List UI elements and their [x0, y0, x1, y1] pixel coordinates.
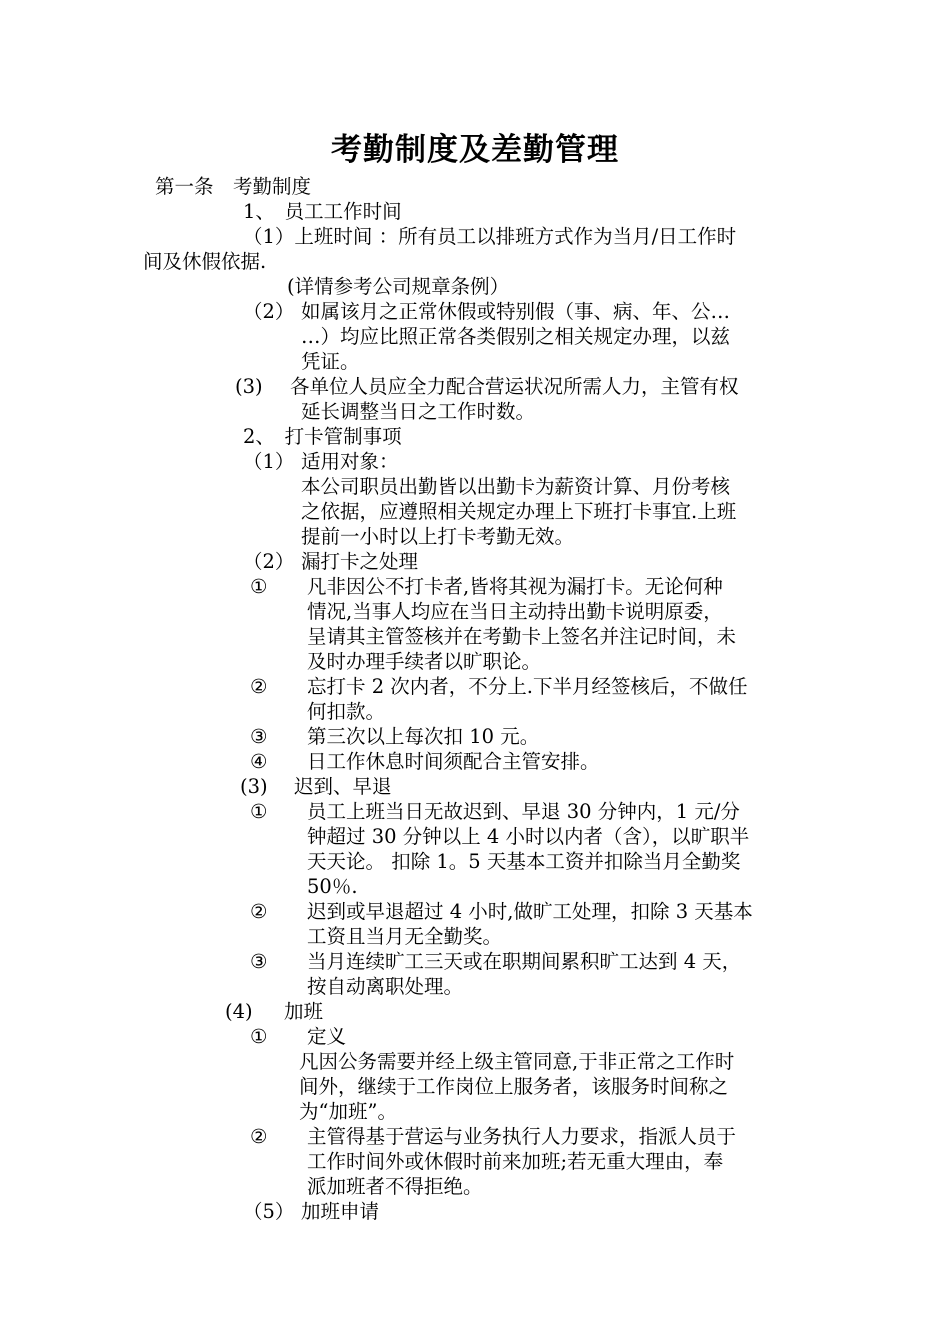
- paragraph-line: 加班申请: [301, 1200, 380, 1223]
- paragraph-line: 凭证。: [301, 350, 360, 373]
- page-title: 考勤制度及差勤管理: [331, 132, 619, 168]
- paragraph-line: 派加班者不得拒绝。: [307, 1175, 483, 1198]
- paragraph-line: 天天论。 扣除 1。5 天基本工资并扣除当月全勤奖: [307, 850, 741, 873]
- item-number: ①: [250, 800, 268, 823]
- paragraph-line: 各单位人员应全力配合营运状况所需人力，主管有权: [290, 375, 739, 398]
- paragraph-line: 适用对象：: [301, 450, 399, 473]
- item-number: (3): [240, 775, 268, 798]
- paragraph-line: 本公司职员出勤皆以出勤卡为薪资计算、月份考核: [301, 475, 731, 498]
- paragraph-line: 及时办理手续者以旷职论。: [307, 650, 542, 673]
- item-number: （1）: [243, 450, 295, 473]
- paragraph-line: 为“加班”。: [299, 1100, 397, 1123]
- paragraph-line: 迟到、早退: [294, 775, 392, 798]
- paragraph-line: 如属该月之正常休假或特别假（事、病、年、公…: [301, 300, 731, 323]
- paragraph-line: 凡非因公不打卡者,皆将其视为漏打卡。无论何种: [307, 575, 723, 598]
- paragraph-line: 员工上班当日无故迟到、早退 30 分钟内，1 元/分: [307, 800, 740, 823]
- item-number: ②: [250, 1125, 268, 1148]
- item-number: ②: [250, 900, 268, 923]
- paragraph-line: 呈请其主管签核并在考勤卡上签名并注记时间，未: [307, 625, 737, 648]
- paragraph-line: 间外，继续于工作岗位上服务者，该服务时间称之: [299, 1075, 729, 1098]
- paragraph-line: 当月连续旷工三天或在职期间累积旷工达到 4 天，: [307, 950, 742, 973]
- item-number: （2）: [243, 300, 295, 323]
- paragraph-line: 延长调整当日之工作时数。: [301, 400, 536, 423]
- paragraph-line: 主管得基于营运与业务执行人力要求，指派人员于: [307, 1125, 737, 1148]
- paragraph-line: 第三次以上每次扣 10 元。: [307, 725, 540, 748]
- item-number: ③: [250, 950, 268, 973]
- paragraph-line: 漏打卡之处理: [301, 550, 419, 573]
- paragraph-line: 加班: [284, 1000, 324, 1023]
- item-number: ②: [250, 675, 268, 698]
- paragraph-line: 凡因公务需要并经上级主管同意,于非正常之工作时: [299, 1050, 735, 1073]
- paragraph-line: 按自动离职处理。: [307, 975, 464, 998]
- paragraph-line: 之依据，应遵照相关规定办理上下班打卡事宜.上班: [301, 500, 737, 523]
- item-number: ①: [250, 1025, 268, 1048]
- paragraph-line: 钟超过 30 分钟以上 4 小时以内者（含），以旷职半: [307, 825, 750, 848]
- paragraph-line: 忘打卡 2 次内者，不分上.下半月经签核后，不做任: [307, 675, 748, 698]
- paragraph-line: 工作时间外或休假时前来加班;若无重大理由，奉: [307, 1150, 724, 1173]
- item-number: ①: [250, 575, 268, 598]
- section-heading: 1、 员工工作时间: [243, 200, 402, 223]
- paragraph-line: (详情参考公司规章条例）: [287, 275, 510, 298]
- item-number: （2）: [243, 550, 295, 573]
- item-number: ③: [250, 725, 268, 748]
- paragraph-line: 定义: [307, 1025, 347, 1048]
- section-heading: 2、 打卡管制事项: [243, 425, 402, 448]
- paragraph-line: 情况,当事人均应在当日主动持出勤卡说明原委，: [307, 600, 723, 623]
- item-number: （5）: [243, 1200, 295, 1223]
- paragraph-line: 50％.: [307, 875, 358, 898]
- paragraph-line: 迟到或早退超过 4 小时,做旷工处理，扣除 3 天基本: [307, 900, 753, 923]
- paragraph-line: 提前一小时以上打卡考勤无效。: [301, 525, 575, 548]
- article-heading: 第一条 考勤制度: [155, 175, 312, 198]
- item-number: (4): [225, 1000, 253, 1023]
- paragraph-line: 工资且当月无全勤奖。: [307, 925, 503, 948]
- item-number: ④: [250, 750, 268, 773]
- paragraph-line: 日工作休息时间须配合主管安排。: [307, 750, 600, 773]
- paragraph-line: …）均应比照正常各类假别之相关规定办理，以兹: [301, 325, 731, 348]
- paragraph-line: （1）上班时间 ：所有员工以排班方式作为当月/日工作时: [243, 225, 737, 248]
- item-number: (3): [235, 375, 263, 398]
- paragraph-line: 何扣款。: [307, 700, 386, 723]
- paragraph-line: 间及休假依据.: [143, 250, 267, 273]
